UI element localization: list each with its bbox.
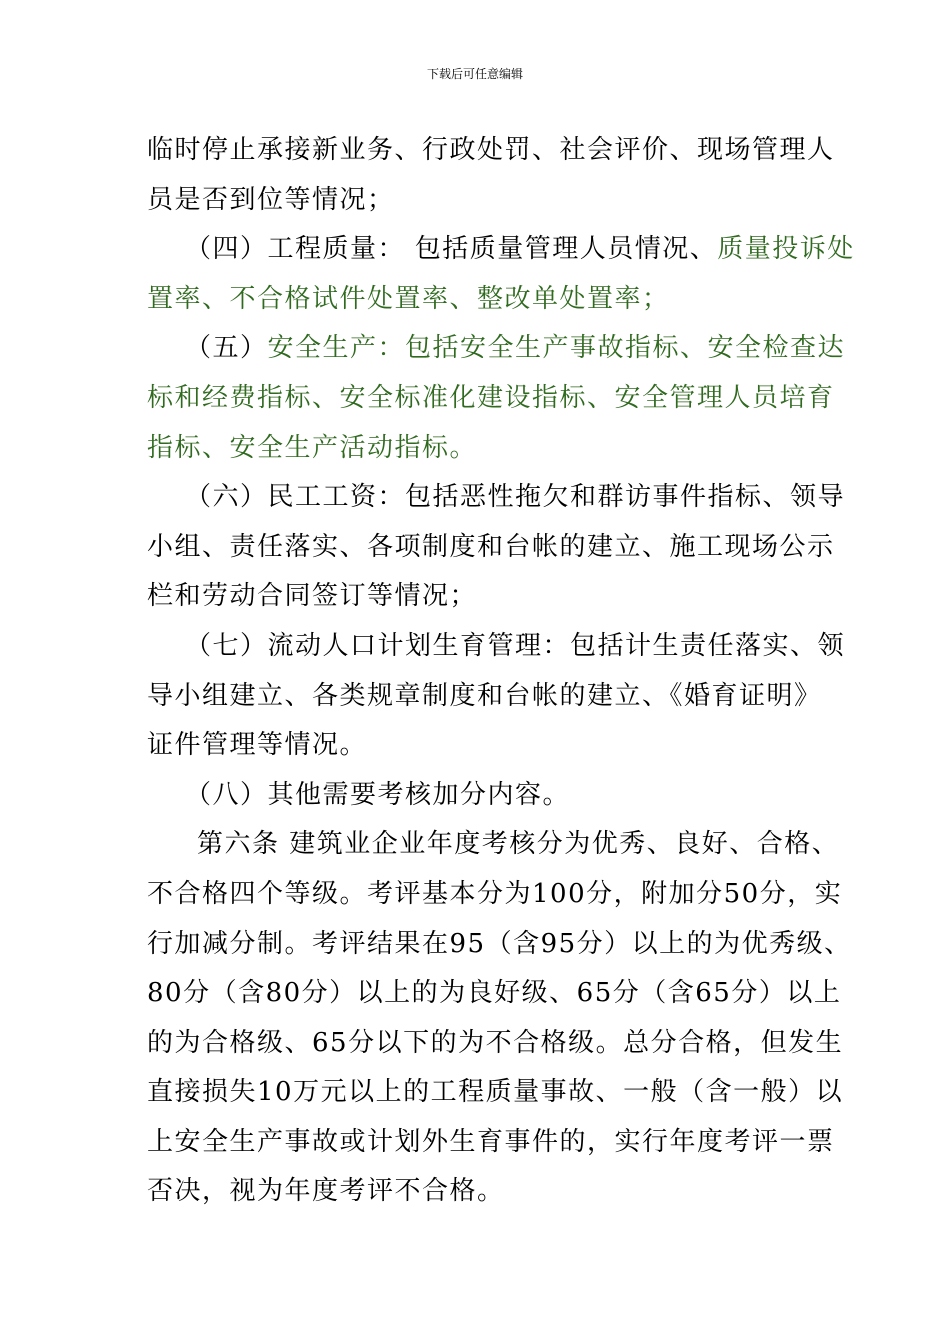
text-line: 80分（含80分）以上的为良好级、65分（含65分）以上	[147, 978, 842, 1009]
section-five-line: （五）安全生产：包括安全生产事故指标、安全检查达	[185, 333, 846, 364]
text-line: 不合格四个等级。考评基本分为100分，附加分50分，实	[147, 878, 843, 909]
text-line: 证件管理等情况。	[147, 730, 368, 761]
text-line: 员是否到位等情况；	[147, 184, 395, 215]
text-line: 置率、不合格试件处置率、整改单处置率；	[147, 283, 670, 314]
section-four-line: （四）工程质量： 包括质量管理人员情况、质量投诉处	[185, 234, 855, 265]
text-line: 直接损失10万元以上的工程质量事故、一般（含一般）以	[147, 1077, 844, 1108]
article-six-line: 第六条 建筑业企业年度考核分为优秀、良好、合格、	[197, 829, 840, 860]
section-seven-line: （七）流动人口计划生育管理：包括计生责任落实、领	[185, 630, 846, 661]
text-line: 行加减分制。考评结果在95（含95分）以上的为优秀级、	[147, 928, 852, 959]
section-eight-line: （八）其他需要考核加分内容。	[185, 779, 571, 810]
text-line: 小组、责任落实、各项制度和台帐的建立、施工现场公示	[147, 531, 835, 562]
text-line: 上安全生产事故或计划外生育事件的，实行年度考评一票	[147, 1126, 835, 1157]
text-line: 导小组建立、各类规章制度和台帐的建立、《婚育证明》	[147, 680, 822, 711]
text-line: 指标、安全生产活动指标。	[147, 432, 478, 463]
text-line: 标和经费指标、安全标准化建设指标、安全管理人员培育	[147, 382, 835, 413]
text-line: 临时停止承接新业务、行政处罚、社会评价、现场管理人	[147, 135, 835, 165]
page-header: 下载后可任意编辑	[426, 67, 523, 81]
text-line: 栏和劳动合同签订等情况；	[147, 581, 478, 612]
text-line: 的为合格级、65分以下的为不合格级。总分合格，但发生	[147, 1027, 844, 1058]
text-line: 否决，视为年度考评不合格。	[147, 1176, 505, 1207]
document-body	[147, 126, 855, 1217]
section-six-line: （六）民工工资：包括恶性拖欠和群访事件指标、领导	[185, 482, 846, 513]
